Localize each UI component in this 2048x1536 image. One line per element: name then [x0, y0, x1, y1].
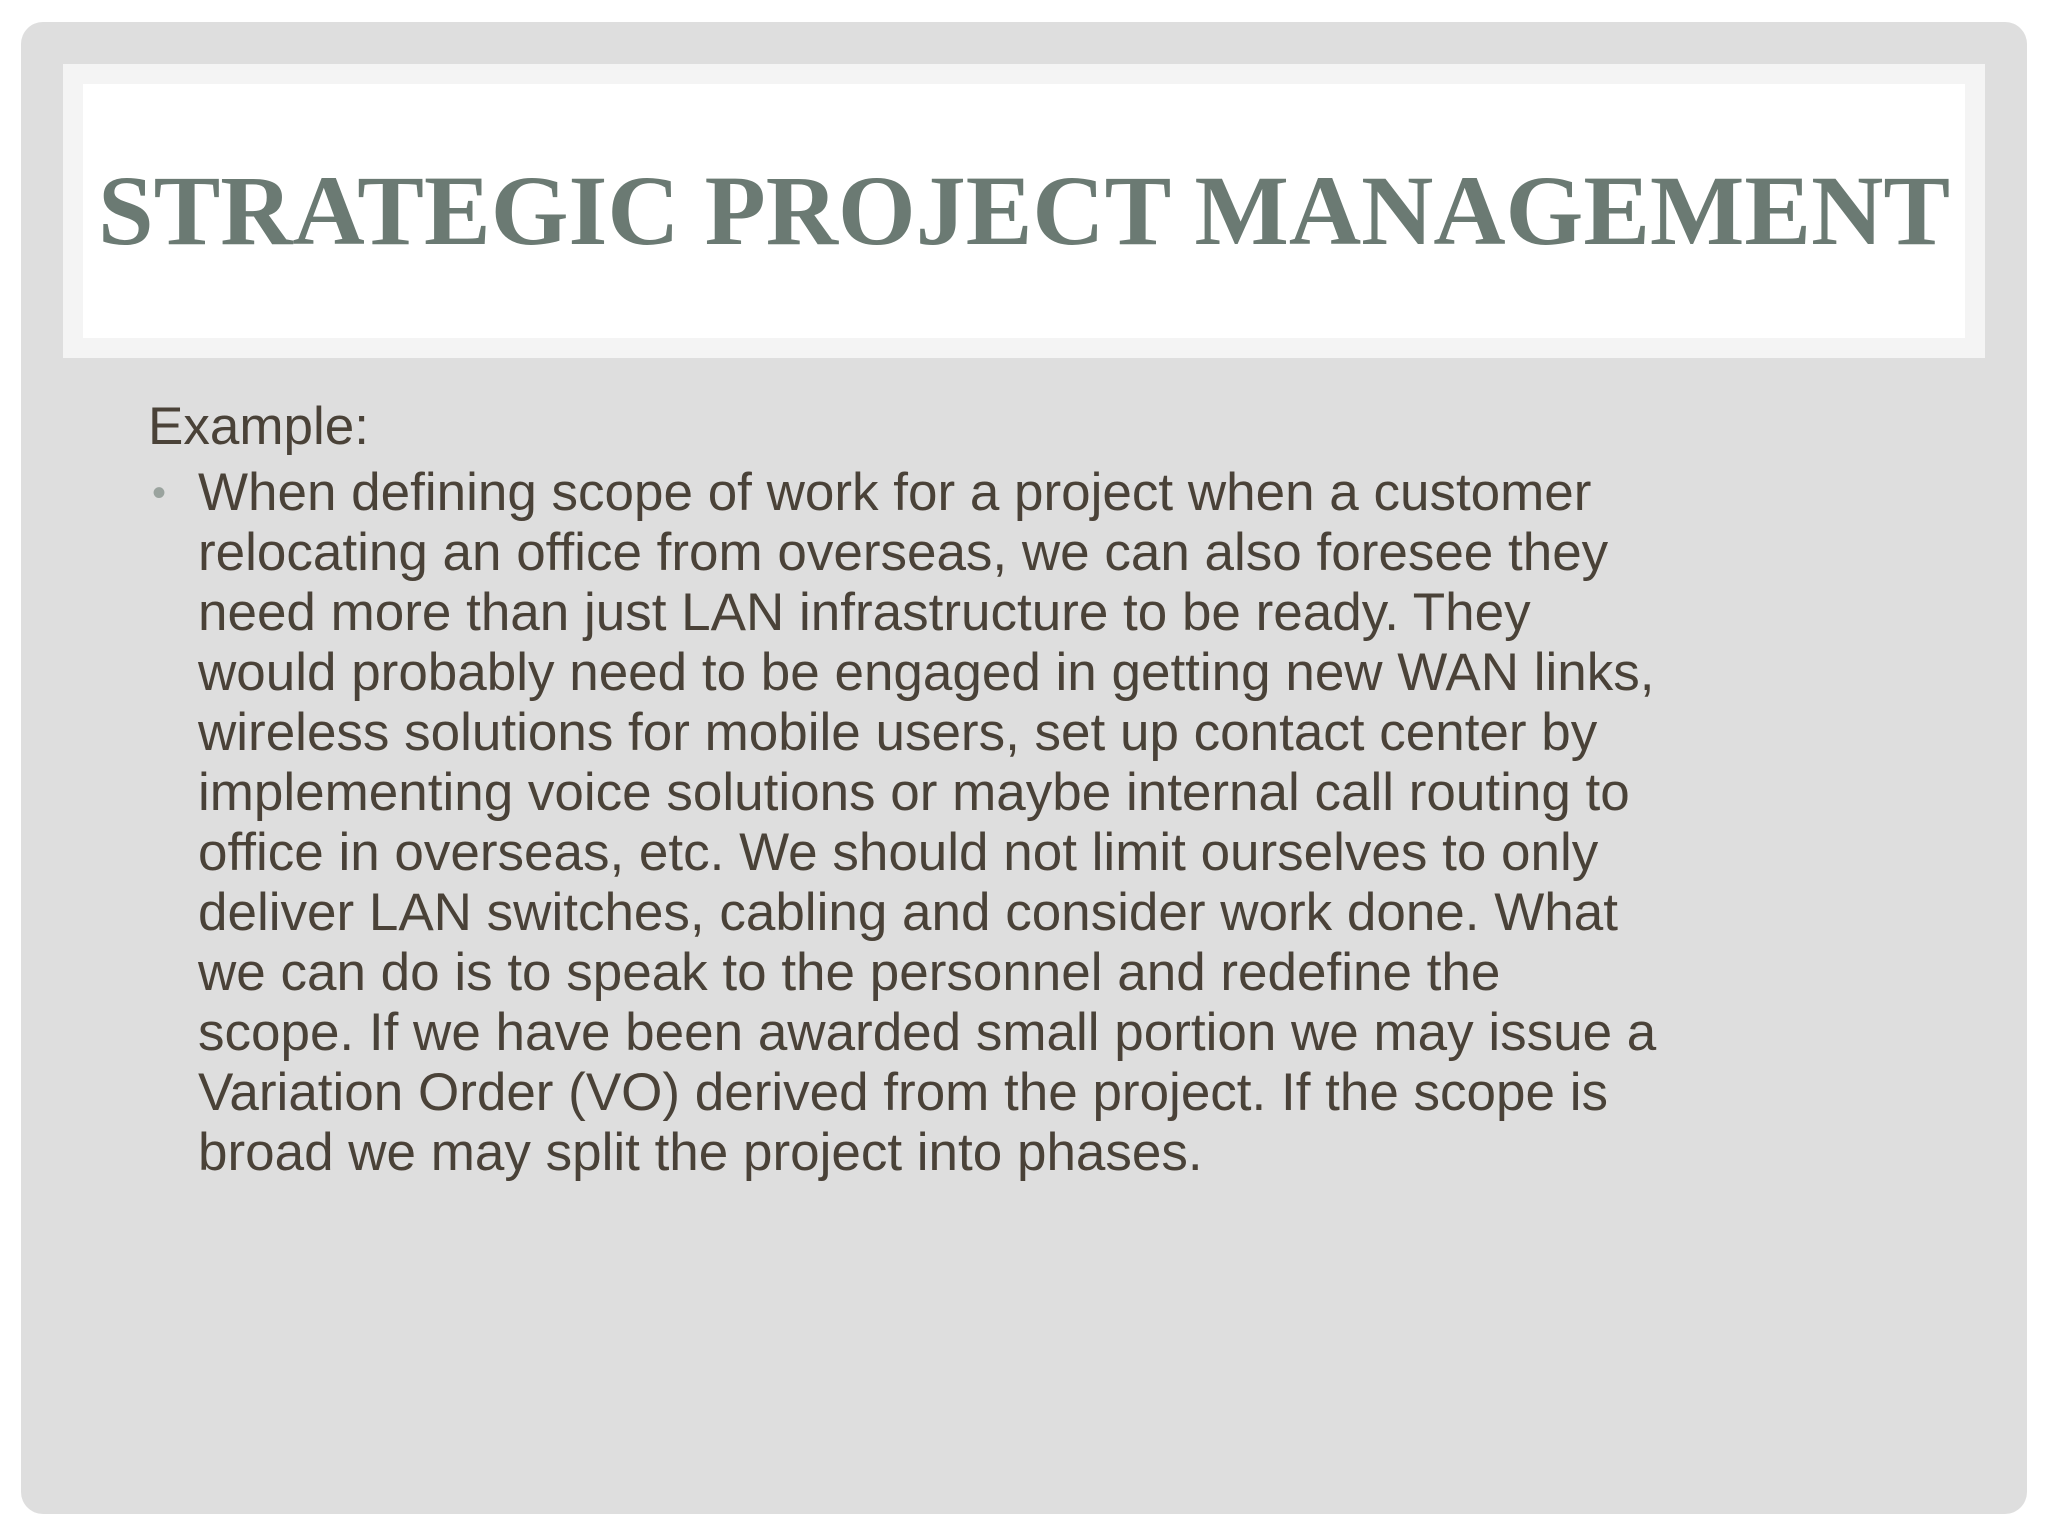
title-frame	[63, 64, 1985, 358]
slide-title: STRATEGIC PROJECT MANAGEMENT	[97, 155, 1951, 266]
bullet-text: When defining scope of work for a project when a customer relocating an office from overseas, we can also foresee they need more than just LAN infrastructure to be ready. They would probably need to be engaged in getting new WAN links, wireless solutions for mobile users, set up contact center by implementing voice solutions or maybe internal call routing to office in overseas, etc. We should not limit ourselves to only deliver LAN switches, cabling and consider work done. What we can do is to speak to the personnel and redefine the scope. If we have been awarded small portion we may issue a Variation Order (VO) derived from the project. If the scope is broad we may split the project into phases.	[198, 463, 1657, 1182]
example-label: Example:	[148, 397, 369, 456]
bullet-item	[148, 463, 1968, 1183]
slide-content	[148, 397, 1968, 1183]
title-box	[83, 84, 1965, 338]
bullet-marker: •	[152, 471, 167, 515]
slide	[21, 22, 2027, 1514]
